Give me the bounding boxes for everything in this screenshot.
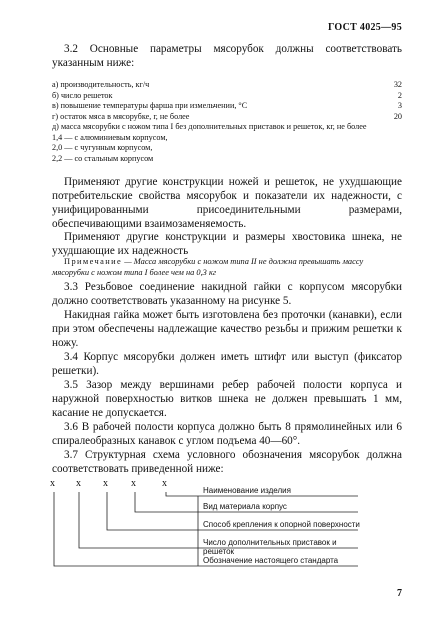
scheme-label: Способ крепления к опорной поверхности [203,520,360,529]
section-3-4: 3.4 Корпус мясорубки должен иметь штифт или выступ (фиксатор решетки). [52,351,402,377]
param-row: г) остаток мяса в мясорубке, г, не более 20 [52,111,402,121]
mass-item: 1,4 — с алюминиевым корпусом, [52,132,168,142]
mass-item: 2,0 — с чугунным корпусом, [52,143,153,152]
scheme-label: Число дополнительных приставок и решеток [203,538,337,556]
param-d: д) масса мясорубки с ножом типа I без дополнительных приставок и решеток, кг, не более [52,122,367,131]
scheme-x: х [131,478,136,489]
scheme-x: х [76,478,81,489]
scheme-label: Вид материала корпус [203,502,287,511]
scheme-x: х [162,478,167,489]
scheme-label: Обозначение настоящего стандарта [203,556,339,565]
scheme-label: Наименование изделия [203,486,291,495]
section-3-3: 3.3 Резьбовое соединение накидной гайки с корпусом мясорубки должно соответствовать указанному на рисунке 5. [52,281,402,307]
param-row: б) число решеток 2 [52,90,402,100]
designation-scheme [48,478,368,578]
section-3-7: 3.7 Структурная схема условного обозначения мясорубок должна соответствовать приведенной ниже: [52,449,402,475]
standard-header: ГОСТ 4025—95 [327,22,402,33]
mass-item: 2,2 — со стальным корпусом [52,153,154,163]
paragraph-knives: Применяют другие конструкции ножей и решеток, не ухудшающие потребительские свойства мясорубок и показатели их надежности, с унифицированными присоединительными размерами, обеспечивающими взаимозаменяемость. [52,176,402,230]
scheme-x: х [50,478,55,489]
scheme-x: х [103,478,108,489]
param-row: а) производительность, кг/ч 32 [52,80,402,89]
section-3-6: 3.6 В рабочей полости корпуса должно быть 8 прямолинейных или 6 спиралеобразных канавок с углом подъема 40—60°. [52,421,402,447]
note [52,257,402,278]
page-number: 7 [397,588,402,599]
note-text: — Масса мясорубки с ножом типа II не должна превышать массу мясорубки с ножом типа I более чем на 0,3 кг [52,257,364,277]
note-label: Примечание [64,257,123,266]
parameters-list [52,80,402,164]
paragraph-shank: Применяют другие конструкции и размеры хвостовика шнека, не ухудшающие их надежность [52,231,402,257]
section-3-5: 3.5 Зазор между вершинами ребер рабочей полости корпуса и наружной поверхностью витков шнека не должен превышать 1 мм, касание не допускается. [52,379,402,419]
param-row: в) повышение температуры фарша при измельчении, °С 3 [52,101,402,110]
mass-list [52,133,402,165]
paragraph-nut: Накидная гайка может быть изготовлена без проточки (канавки), если при этом обеспечены надлежащие качество резьбы и прижим решетки к ножу. [52,309,402,349]
section-3-2: 3.2 Основные параметры мясорубок должны соответствовать указанным ниже: [52,43,402,69]
